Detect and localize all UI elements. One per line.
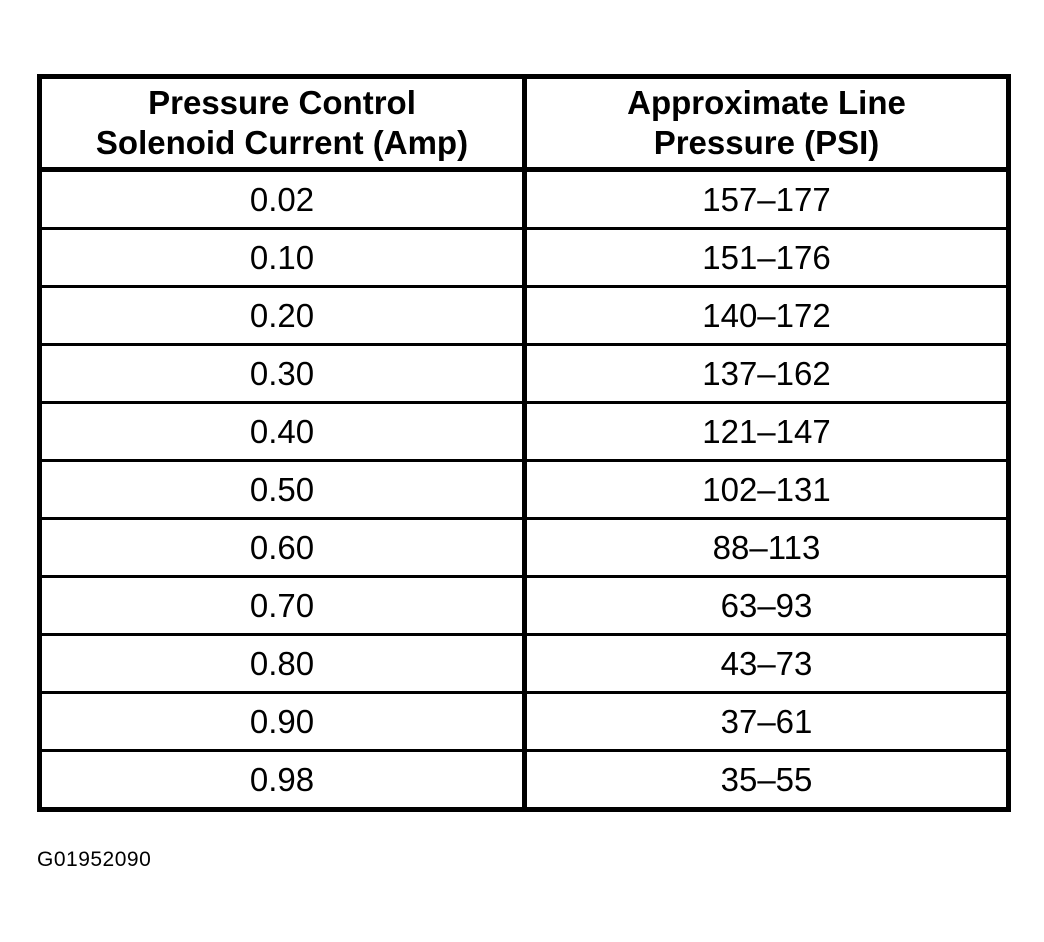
pressure-cell: 140–172 — [525, 287, 1009, 345]
current-cell: 0.90 — [40, 693, 525, 751]
figure-id-label: G01952090 — [37, 848, 152, 871]
current-cell: 0.98 — [40, 751, 525, 810]
header-solenoid-current — [40, 77, 525, 170]
pressure-cell: 151–176 — [525, 229, 1009, 287]
pressure-cell: 43–73 — [525, 635, 1009, 693]
current-cell: 0.70 — [40, 577, 525, 635]
table-row — [40, 577, 1009, 635]
pressure-cell: 157–177 — [525, 170, 1009, 229]
pressure-cell: 121–147 — [525, 403, 1009, 461]
current-cell: 0.60 — [40, 519, 525, 577]
header-line-pressure — [525, 77, 1009, 170]
header-line-pressure-line-1: Approximate Line — [627, 84, 906, 121]
current-cell: 0.50 — [40, 461, 525, 519]
header-line-pressure-line-2: Pressure (PSI) — [653, 124, 880, 161]
table-row — [40, 403, 1009, 461]
current-cell: 0.10 — [40, 229, 525, 287]
current-cell: 0.20 — [40, 287, 525, 345]
table-row — [40, 693, 1009, 751]
table-row — [40, 751, 1009, 810]
pressure-cell: 63–93 — [525, 577, 1009, 635]
pressure-cell: 137–162 — [525, 345, 1009, 403]
current-cell: 0.80 — [40, 635, 525, 693]
pressure-cell: 88–113 — [525, 519, 1009, 577]
pressure-table-container — [37, 74, 1006, 812]
table-row — [40, 635, 1009, 693]
table-row — [40, 345, 1009, 403]
current-cell: 0.40 — [40, 403, 525, 461]
header-solenoid-current-line-1: Pressure Control — [148, 84, 416, 121]
table-row — [40, 461, 1009, 519]
table-row — [40, 229, 1009, 287]
header-row — [40, 77, 1009, 170]
table-row — [40, 287, 1009, 345]
pressure-table — [37, 74, 1011, 812]
table-row — [40, 170, 1009, 229]
pressure-cell: 102–131 — [525, 461, 1009, 519]
current-cell: 0.30 — [40, 345, 525, 403]
header-solenoid-current-line-2: Solenoid Current (Amp) — [95, 124, 469, 161]
pressure-cell: 37–61 — [525, 693, 1009, 751]
pressure-cell: 35–55 — [525, 751, 1009, 810]
table-row — [40, 519, 1009, 577]
current-cell: 0.02 — [40, 170, 525, 229]
